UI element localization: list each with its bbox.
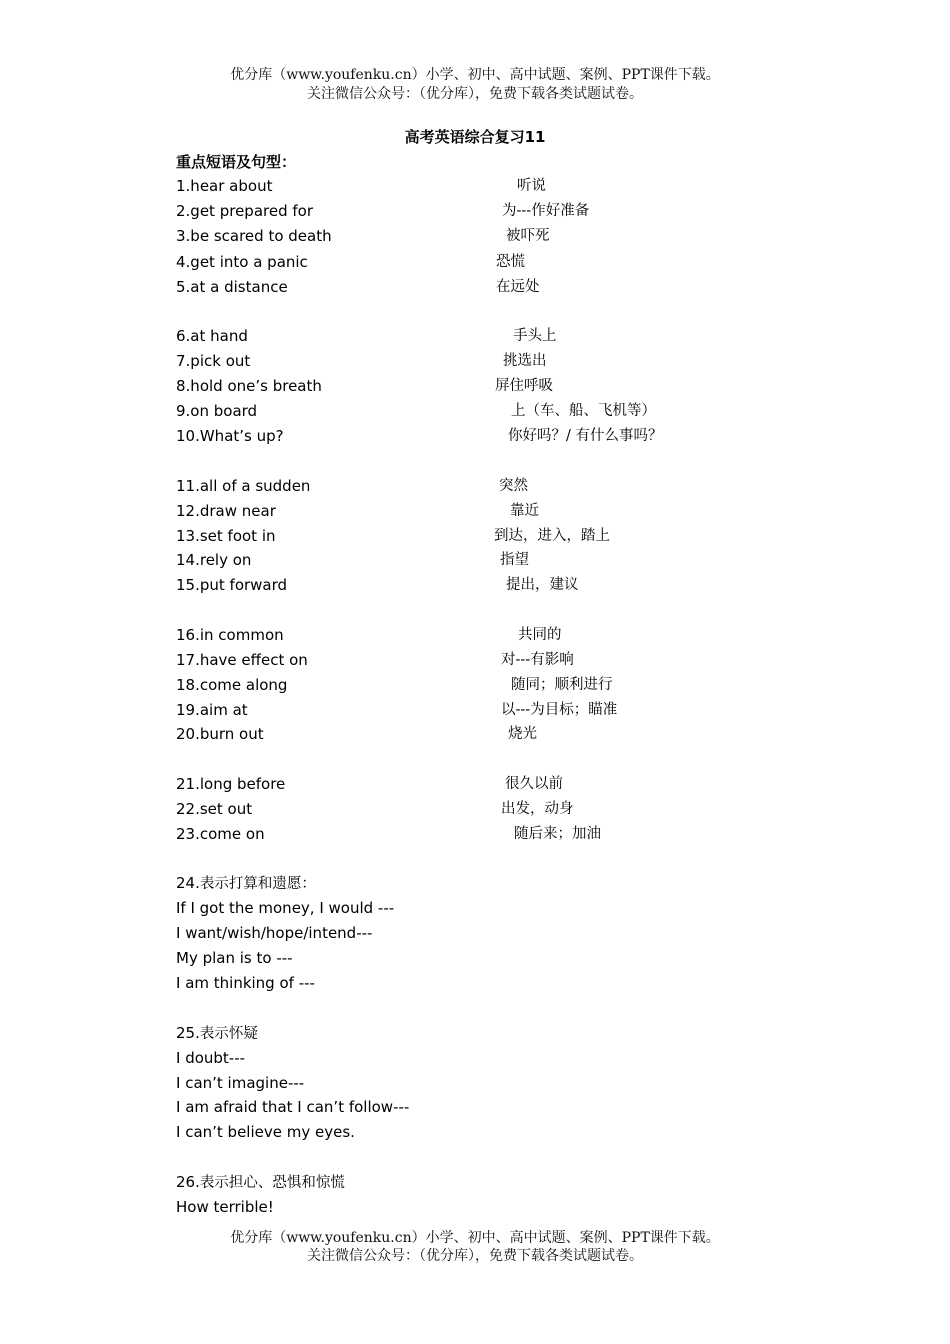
phrase-chinese: 挑选出 — [503, 353, 547, 369]
phrase-english: 6.at hand — [176, 327, 248, 345]
phrase-chinese: 突然 — [499, 478, 528, 494]
phrase-row — [0, 226, 950, 246]
phrase-english: 17.have effect on — [176, 651, 308, 669]
phrase-english: 10.What’s up? — [176, 427, 284, 445]
footer-line-2: 关注微信公众号：（优分库），免费下载各类试题试卷。 — [307, 1248, 643, 1264]
section-heading-text: 表示怀疑 — [199, 1026, 258, 1042]
section-subtitle: 重点短语及句型： — [176, 153, 297, 171]
phrase-chinese: 听说 — [517, 178, 546, 194]
phrase-chinese: 出发，动身 — [501, 801, 574, 817]
document-title: 高考英语综合复习11 — [404, 128, 546, 146]
phrase-english: 23.come on — [176, 825, 265, 843]
phrase-chinese: 随后来；加油 — [514, 826, 601, 842]
phrase-chinese: 烧光 — [508, 726, 537, 742]
phrase-english: 1.hear about — [176, 177, 273, 195]
section-heading-text: 表示担心、恐惧和惊慌 — [199, 1175, 345, 1191]
phrase-english: 18.come along — [176, 676, 288, 694]
phrase-english: 15.put forward — [176, 576, 288, 594]
sentence-line: I doubt--- — [176, 1049, 246, 1067]
phrase-chinese: 到达，进入，踏上 — [494, 528, 610, 544]
phrase-row — [0, 501, 950, 521]
phrase-chinese: 提出，建议 — [506, 577, 579, 593]
phrase-chinese: 你好吗？/ 有什么事吗？ — [508, 428, 663, 444]
section-heading — [176, 873, 316, 894]
phrase-chinese: 在远处 — [496, 279, 540, 295]
phrase-chinese: 上（车、船、飞机等） — [511, 403, 656, 419]
phrase-chinese: 恐慌 — [496, 254, 525, 270]
phrase-chinese: 屏住呼吸 — [495, 378, 553, 394]
phrase-english: 5.at a distance — [176, 278, 288, 296]
phrase-chinese: 为---作好准备 — [502, 203, 590, 219]
phrase-chinese: 以---为目标；瞄准 — [501, 702, 618, 718]
phrase-row — [0, 526, 950, 546]
phrase-chinese: 靠近 — [510, 503, 539, 519]
header-line-1: 优分库（www.youfenku.cn）小学、初中、高中试题、案例、PPT课件下载。 — [230, 67, 720, 83]
sentence-line: I can’t imagine--- — [176, 1074, 305, 1092]
phrase-english: 16.in common — [176, 626, 284, 644]
section-number: 25. — [176, 1024, 200, 1042]
section-heading — [176, 1023, 258, 1044]
phrase-english: 3.be scared to death — [176, 227, 332, 245]
phrase-english: 8.hold one’s breath — [176, 377, 322, 395]
phrase-english: 2.get prepared for — [176, 202, 313, 220]
phrase-row — [0, 277, 950, 297]
phrase-row — [0, 675, 950, 695]
phrase-english: 22.set out — [176, 800, 253, 818]
phrase-row — [0, 351, 950, 371]
sentence-line: I am afraid that I can’t follow--- — [176, 1098, 410, 1116]
footer-line-1: 优分库（www.youfenku.cn）小学、初中、高中试题、案例、PPT课件下载。 — [230, 1230, 720, 1246]
header-line-2: 关注微信公众号：（优分库），免费下载各类试题试卷。 — [307, 86, 643, 102]
phrase-chinese: 对---有影响 — [501, 652, 574, 668]
phrase-english: 21.long before — [176, 775, 286, 793]
phrase-chinese: 手头上 — [513, 328, 557, 344]
phrase-row — [0, 252, 950, 272]
phrase-row — [0, 799, 950, 819]
phrase-row — [0, 700, 950, 720]
phrase-english: 4.get into a panic — [176, 253, 308, 271]
phrase-row — [0, 201, 950, 221]
phrase-english: 19.aim at — [176, 701, 248, 719]
phrase-row — [0, 550, 950, 570]
sentence-line: I can’t believe my eyes. — [176, 1123, 355, 1141]
phrase-row — [0, 326, 950, 346]
phrase-row — [0, 376, 950, 396]
section-heading — [176, 1172, 345, 1193]
sentence-line: I am thinking of --- — [176, 974, 315, 992]
sentence-line: My plan is to --- — [176, 949, 293, 967]
phrase-row — [0, 575, 950, 595]
phrase-chinese: 很久以前 — [505, 776, 563, 792]
phrase-english: 11.all of a sudden — [176, 477, 311, 495]
phrase-chinese: 共同的 — [518, 627, 562, 643]
phrase-row — [0, 176, 950, 196]
phrase-chinese: 随同；顺利进行 — [511, 677, 613, 693]
sentence-line: I want/wish/hope/intend--- — [176, 924, 373, 942]
phrase-chinese: 被吓死 — [506, 228, 550, 244]
section-number: 26. — [176, 1173, 200, 1191]
phrase-english: 20.burn out — [176, 725, 264, 743]
phrase-english: 9.on board — [176, 402, 258, 420]
phrase-row — [0, 650, 950, 670]
phrase-row — [0, 401, 950, 421]
phrase-row — [0, 426, 950, 446]
phrase-english: 12.draw near — [176, 502, 276, 520]
phrase-row — [0, 625, 950, 645]
phrase-english: 13.set foot in — [176, 527, 276, 545]
phrase-row — [0, 774, 950, 794]
section-number: 24. — [176, 874, 200, 892]
phrase-english: 14.rely on — [176, 551, 252, 569]
section-heading-text: 表示打算和遗愿： — [199, 876, 316, 892]
sentence-line: How terrible! — [176, 1198, 274, 1216]
sentence-line: If I got the money, I would --- — [176, 899, 395, 917]
phrase-row — [0, 476, 950, 496]
phrase-chinese: 指望 — [500, 552, 529, 568]
phrase-row — [0, 824, 950, 844]
phrase-row — [0, 724, 950, 744]
phrase-english: 7.pick out — [176, 352, 251, 370]
